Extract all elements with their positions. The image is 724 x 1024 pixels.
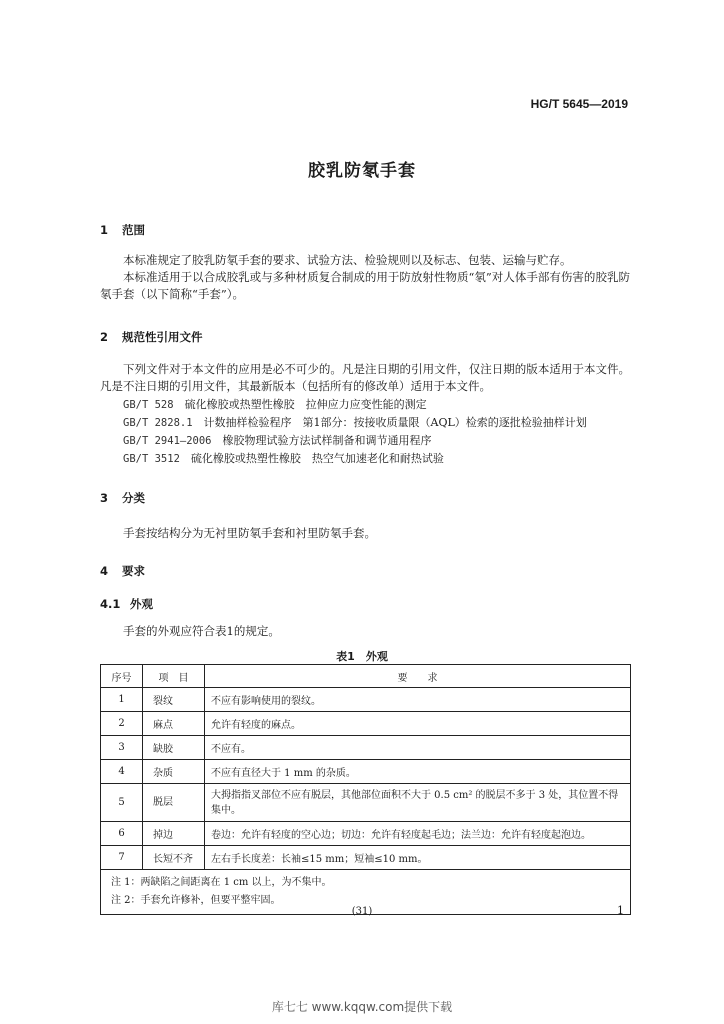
table-row: [101, 760, 631, 784]
section-number: 3: [100, 491, 109, 505]
section-title: 要求: [122, 564, 145, 578]
header-requirement: 要 求: [205, 665, 631, 688]
reference-code: GB/T 3512: [123, 453, 180, 465]
reference-title: 硫化橡胶或热塑性橡胶 热空气加速老化和耐热试验: [190, 452, 444, 465]
row-requirement: 不应有影响使用的裂纹。: [205, 688, 631, 712]
header-no: 序号: [101, 665, 143, 688]
row-item: 杂质: [143, 760, 205, 784]
header-item: 项 目: [143, 665, 205, 688]
row-no: 1: [101, 688, 143, 712]
section-heading-requirements: [100, 563, 145, 579]
download-watermark: 库七七 www.kqqw.com提供下载: [271, 1000, 453, 1014]
row-item: 掉边: [143, 822, 205, 846]
row-item: 麻点: [143, 712, 205, 736]
row-requirement: 卷边：允许有轻度的空心边；切边：允许有轻度起毛边；法兰边：允许有轻度起泡边。: [205, 822, 631, 846]
row-item: 长短不齐: [143, 846, 205, 870]
table-row: [101, 846, 631, 870]
page-number: 1: [617, 904, 624, 917]
section-heading-references: [100, 329, 203, 345]
table-row: [101, 712, 631, 736]
reference-item: [123, 432, 587, 450]
table-row: [101, 784, 631, 822]
row-requirement: 不应有。: [205, 736, 631, 760]
section-heading-scope: [100, 222, 145, 238]
row-requirement: 不应有直径大于 1 mm 的杂质。: [205, 760, 631, 784]
reference-title: 计数抽样检验程序 第1部分：按接收质量限（AQL）检索的逐批检验抽样计划: [203, 416, 587, 429]
reference-item: [123, 450, 587, 468]
scope-text: [100, 252, 630, 303]
row-no: 5: [101, 784, 143, 822]
row-requirement: 大拇指指叉部位不应有脱层，其他部位面积不大于 0.5 cm² 的脱层不多于 3 处，其位置不得集中。: [205, 784, 631, 822]
classification-paragraph: 手套按结构分为无衬里防氡手套和衬里防氡手套。: [123, 526, 376, 540]
scope-paragraph-2: 本标准适用于以合成胶乳或与多种材质复合制成的用于防放射性物质“氡”对人体手部有伤害的胶乳防氡手套（以下简称“手套”）。: [100, 270, 630, 301]
row-item: 缺胶: [143, 736, 205, 760]
table-header-row: [101, 665, 631, 688]
standard-code: HG/T 5645—2019: [530, 97, 628, 111]
appearance-table: [100, 664, 631, 915]
classification-text: [100, 525, 630, 542]
row-no: 2: [101, 712, 143, 736]
section-heading-classification: [100, 490, 145, 506]
row-requirement: 允许有轻度的麻点。: [205, 712, 631, 736]
references-intro: [100, 361, 630, 395]
reference-title: 橡胶物理试验方法试样制备和调节通用程序: [222, 434, 432, 447]
reference-code: GB/T 2828.1: [123, 417, 193, 429]
reference-list: [123, 396, 587, 468]
section-number: 1: [100, 223, 109, 237]
row-no: 3: [101, 736, 143, 760]
subsection-heading-appearance: [100, 596, 153, 612]
section-title: 规范性引用文件: [122, 330, 203, 344]
row-no: 6: [101, 822, 143, 846]
table-row: [101, 688, 631, 712]
page-label: (31): [351, 906, 373, 917]
row-no: 7: [101, 846, 143, 870]
subsection-title: 外观: [130, 597, 153, 611]
appearance-paragraph: 手套的外观应符合表1的规定。: [123, 624, 280, 638]
row-item: 脱层: [143, 784, 205, 822]
table-note: 注 1：两缺陷之间距离在 1 cm 以上，为不集中。: [111, 877, 332, 888]
references-intro-text: 下列文件对于本文件的应用是必不可少的。凡是注日期的引用文件，仅注日期的版本适用于本文件。凡是不注日期的引用文件，其最新版本（包括所有的修改单）适用于本文件。: [100, 362, 630, 393]
reference-title: 硫化橡胶或热塑性橡胶 拉伸应力应变性能的测定: [184, 398, 427, 411]
row-no: 4: [101, 760, 143, 784]
subsection-number: 4.1: [100, 597, 121, 611]
table-caption: 表1 外观: [336, 650, 388, 663]
document-title: 胶乳防氡手套: [308, 161, 416, 181]
row-requirement: 左右手长度差：长袖≤15 mm；短袖≤10 mm。: [205, 846, 631, 870]
reference-item: [123, 396, 587, 414]
section-number: 2: [100, 330, 109, 344]
section-title: 范围: [122, 223, 145, 237]
table-row: [101, 736, 631, 760]
table-row: [101, 822, 631, 846]
reference-item: [123, 414, 587, 432]
row-item: 裂纹: [143, 688, 205, 712]
reference-code: GB/T 2941—2006: [123, 435, 212, 447]
table-note: 注 2：手套允许修补，但要平整牢固。: [111, 895, 281, 906]
section-number: 4: [100, 564, 109, 578]
section-title: 分类: [122, 491, 145, 505]
reference-code: GB/T 528: [123, 399, 174, 411]
scope-paragraph-1: 本标准规定了胶乳防氡手套的要求、试验方法、检验规则以及标志、包装、运输与贮存。: [123, 253, 572, 267]
appearance-text: [100, 623, 630, 640]
